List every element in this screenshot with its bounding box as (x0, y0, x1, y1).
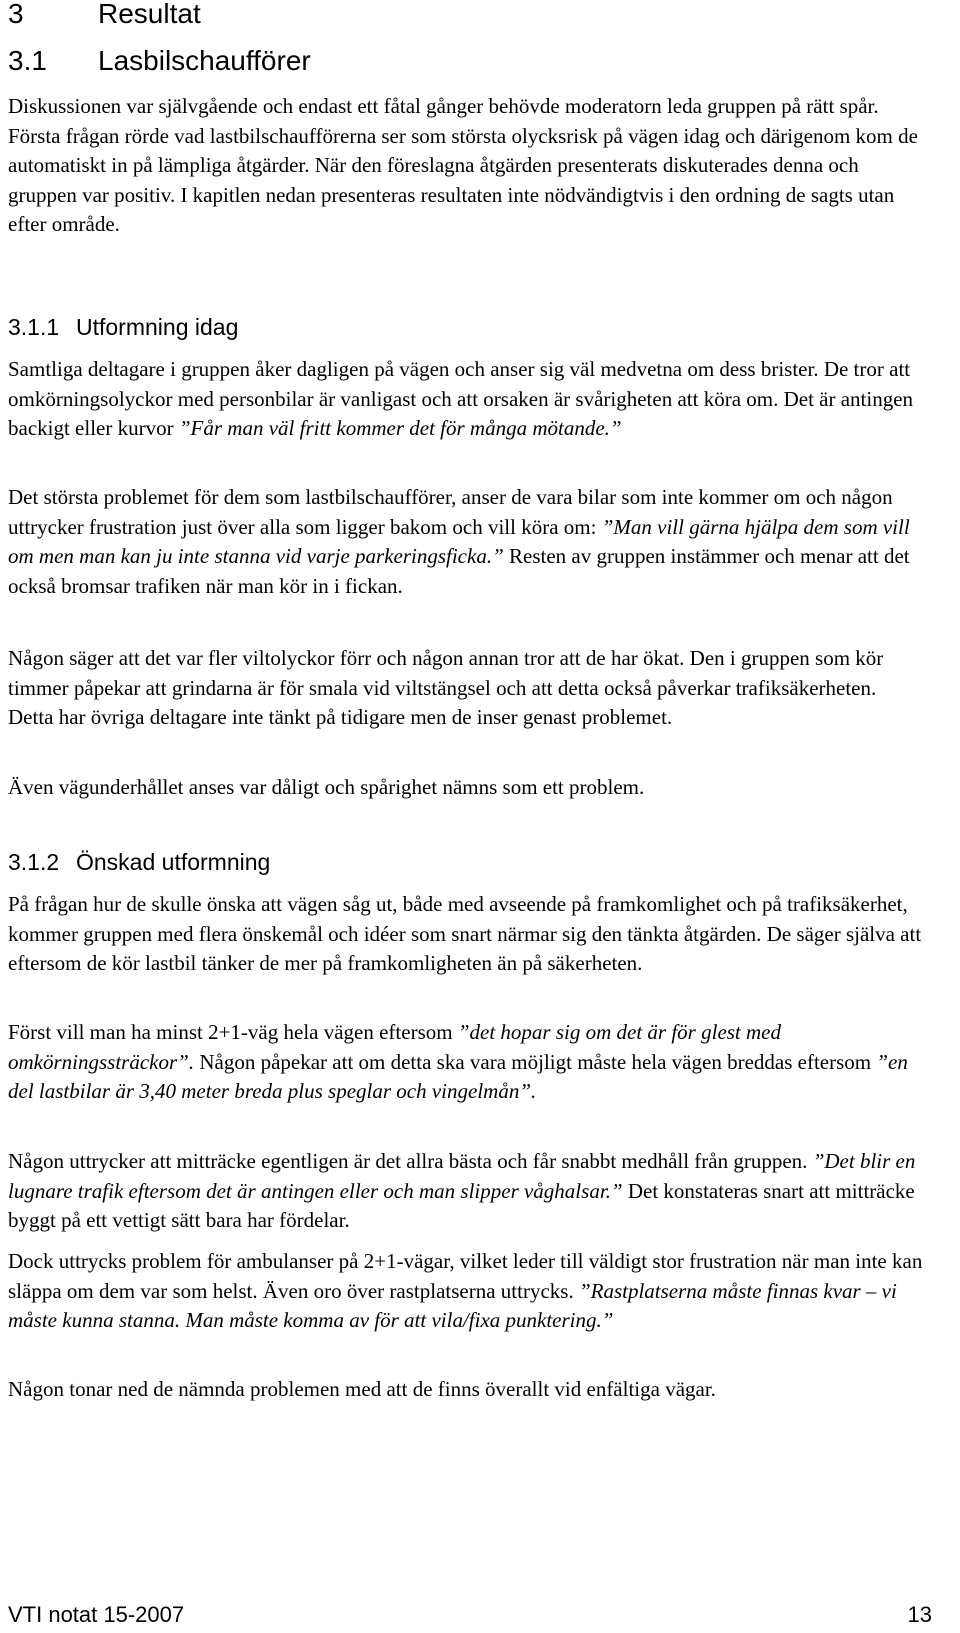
text: Först vill man ha minst 2+1-väg hela vägen eftersom (8, 1020, 458, 1044)
paragraph-312-5: Någon tonar ned de nämnda problemen med att de finns överallt vid enfältiga vägar. (8, 1377, 716, 1401)
chapter-heading (8, 0, 201, 30)
chapter-number: 3 (8, 0, 24, 29)
quote: ”Det blir en lugnare trafik eftersom det är antingen eller och man slipper våghalsar.” (8, 1149, 916, 1203)
section-title: Lasbilschaufförer (98, 45, 311, 76)
quote: ”Rastplatserna måste finnas kvar – vi måste kunna stanna. Man måste komma av för att vila/fixa punktering.” (8, 1278, 897, 1332)
text: Det konstateras snart att mitträcke byggt på ett vettigt sätt bara har fördelar. (8, 1178, 915, 1232)
section-number: 3.1 (8, 45, 47, 76)
paragraph-312-4 (8, 1247, 923, 1336)
quote: ”en del lastbilar är 3,40 meter breda plus speglar och vingelmån”. (8, 1049, 908, 1103)
subsection-title: Utformning idag (76, 314, 239, 340)
quote: ”det hopar sig om det är för glest med omkörningssträckor”. (8, 1020, 782, 1074)
chapter-title: Resultat (98, 0, 201, 29)
text: Någon påpekar att om detta ska vara möjligt måste hela vägen breddas eftersom (194, 1049, 877, 1074)
text: Dock uttrycks problem för ambulanser på 2+1-vägar, vilket leder till väldigt stor frustration när man inte kan släppa om dem var som helst. Även oro över rastplatserna uttrycks. (8, 1249, 923, 1303)
subsection-heading-311 (8, 313, 238, 341)
paragraph-311-2 (8, 483, 923, 601)
paragraph-311-3: Någon säger att det var fler viltolyckor förr och någon annan tror att de har ökat. Den i gruppen som kör timmer påpekar att grindarna är för smala vid viltstängsel och att detta också påverkar trafiksäkerheten. Detta har övriga deltagare inte tänkt på tidigare men de inser genast problemet. (8, 646, 884, 729)
subsection-number: 3.1.1 (8, 314, 60, 340)
paragraph-311-4: Även vägunderhållet anses var dåligt och spårighet nämns som ett problem. (8, 775, 645, 799)
subsection-title: Önskad utformning (76, 849, 271, 875)
paragraph-312-3 (8, 1147, 923, 1236)
text: Samtliga deltagare i gruppen åker dagligen på vägen och anser sig väl medvetna om dess brister. De tror att omkörningsolyckor med personbilar är vanligast och att orsaken är svårigheten att köra om. Det är antingen backigt eller kurvor (8, 357, 914, 440)
footer-publication: VTI notat 15-2007 (8, 1602, 185, 1627)
quote: ”Får man väl fritt kommer det för många mötande.” (178, 416, 622, 440)
subsection-number: 3.1.2 (8, 849, 60, 875)
text: Någon uttrycker att mitträcke egentligen är det allra bästa och får snabbt medhåll från gruppen. (8, 1149, 813, 1173)
section-heading (8, 45, 311, 77)
footer-page-number: 13 (907, 1602, 932, 1627)
intro-paragraph: Diskussionen var självgående och endast ett fåtal gånger behövde moderatorn leda gruppen på rätt spår. Första frågan rörde vad lastbilschaufförerna ser som största olycksrisk på vägen idag och därigenom kom de automatiskt in på lämpliga åtgärder. När den föreslagna åtgärden presenterats diskuterades denna och gruppen var positiv. I kapitlen nedan presenteras resultaten inte nödvändigtvis i den ordning de sagts utan efter område. (8, 94, 918, 236)
text: Resten av gruppen instämmer och menar att det också bromsar trafiken när man kör in i fickan. (8, 544, 910, 598)
subsection-heading-312 (8, 848, 270, 876)
paragraph-312-2 (8, 1018, 923, 1107)
quote: ”Man vill gärna hjälpa dem som vill om men man kan ju inte stanna vid varje parkeringsficka.” (8, 514, 910, 568)
paragraph-312-1: På frågan hur de skulle önska att vägen såg ut, både med avseende på framkomlighet och på trafiksäkerhet, kommer gruppen med flera önskemål och idéer som snart närmar sig den tänkta åtgärden. De säger själva att eftersom de kör lastbil tänker de mer på framkomligheten än på säkerheten. (8, 892, 922, 975)
paragraph-311-1 (8, 355, 923, 444)
text: Det största problemet för dem som lastbilschaufförer, anser de vara bilar som inte kommer om och någon uttrycker frustration just över alla som ligger bakom och vill köra om: (8, 485, 893, 539)
